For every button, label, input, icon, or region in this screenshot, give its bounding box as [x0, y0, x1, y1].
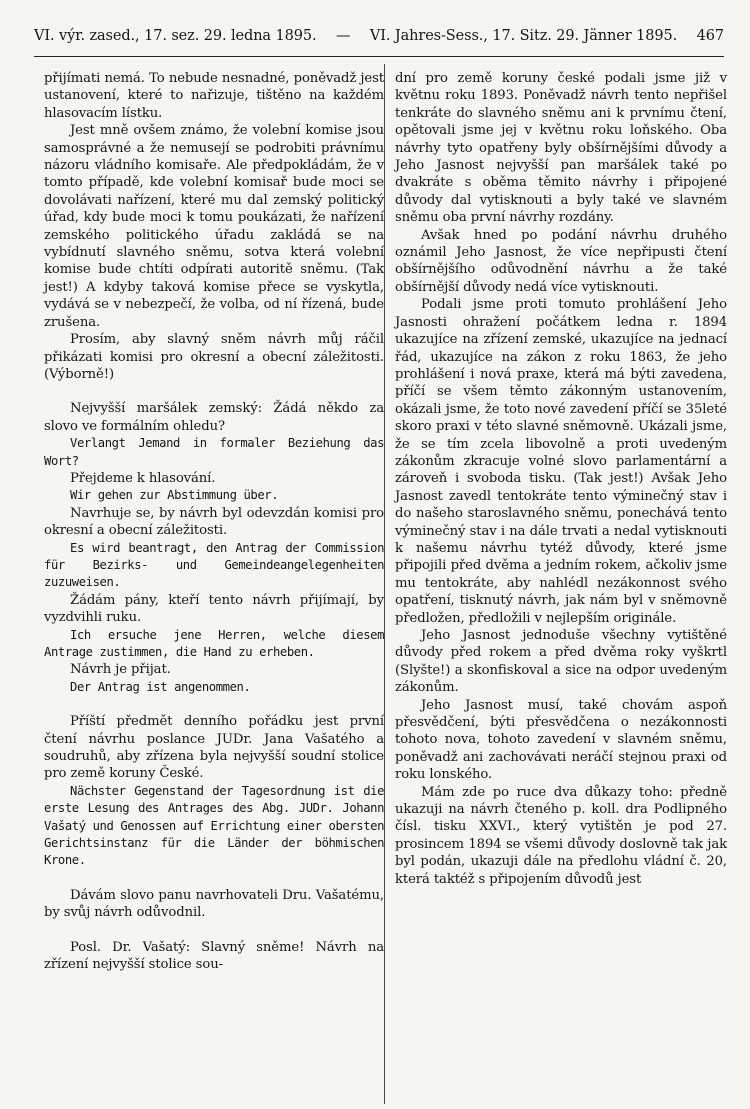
paragraph-gap: [44, 383, 384, 400]
german-paragraph: Der Antrag ist angenommen.: [70, 679, 251, 694]
right-column: [395, 70, 727, 888]
running-header: [34, 28, 724, 54]
paragraph: Avšak hned po podání návrhu druhého oznámil Jeho Jasnost, že více nepřipusti čtení obšírnějšího odůvodnění návrhu a že také obšírnější důvody nedá více vytisknouti.: [395, 227, 727, 295]
paragraph: Podali jsme proti tomuto prohlášení Jeho Jasnosti ohražení počátkem ledna r. 1894 ukazujíce na zřízení zemské, ukazujíce na jednací řád, ukazujíce na zákon z roku 1863, že jeho prohlášení i nová praxe, která má býti zavedena, příčí se všem těmto zákonným ustanovením, okázali jsme, že toto nové zavedení příčí se 35leté skoro praxi v této slavné sněmovně. Ukázali jsme, že se tím zcela libovolně a proti uvedeným zákonům zkracuje volné slovo parlamentární a zároveň i svoboda tisku. (Tak jest!) Avšak Jeho Jasnost zavedl tentokráte tento výminečný stav i do našeho staroslavného sněmu, ponechává tento výminečný stav i na dále trvati a nedal vytisknouti k našemu návrhu tytéž důvody, které jsme připojili před dvěma a jedním rokem, ačkoliv jsme mu tentokráte, aby nahlédl nezákonnost svého opatření, tisknutý návrh, jak nám byl v sněmovně předložen, předložili v nejlepším originále.: [395, 297, 727, 626]
paragraph: přijímati nemá. To nebude nesnadné, poněvadž jest ustanovení, které to nařizuje, tištěno na každém hlasovacím lístku.: [44, 71, 384, 121]
paragraph-gap: [44, 696, 384, 713]
paragraph-gap: [44, 870, 384, 887]
left-column: [44, 70, 384, 974]
paragraph-gap: [44, 922, 384, 939]
paragraph: dní pro země koruny české podali jsme již v květnu roku 1893. Poněvadž návrh tento nepřišel tenkráte do slavného sněmu ani k prvnímu čtení, opětovali jsme jej v květnu roku loňského. Oba návrhy tyto opatřeny byly obšírnějšími důvody a Jeho Jasnost nejvyšší pan maršálek také po dvakráte s oběma těmito návrhy i připojené důvody dal vytisknouti a byly také ve slavném sněmu oba první návrhy rozdány.: [395, 71, 727, 226]
german-paragraph: Verlangt Jemand in formaler Beziehung das Wort?: [44, 436, 384, 468]
paragraph: Dávám slovo panu navrhovateli Dru. Vašatému, by svůj návrh odůvodnil.: [44, 887, 384, 921]
header-dash: —: [335, 28, 351, 44]
german-paragraph: Es wird beantragt, den Antrag der Commission für Bezirks- und Gemeindeangelegenheiten zuzuweisen.: [44, 540, 384, 590]
paragraph: Posl. Dr. Vašatý: Slavný sněme! Návrh na zřízení nejvyšší stolice sou-: [44, 939, 384, 973]
german-paragraph: Ich ersuche jene Herren, welche diesem Antrage zustimmen, die Hand zu erheben.: [44, 627, 384, 659]
paragraph: Příští předmět denního pořádku jest první čtení návrhu poslance JUDr. Jana Vašatého a soudruhů, aby zřízena byla nejvyšší soudní stolice pro země koruny České.: [44, 714, 384, 782]
paragraph: Jeho Jasnost musí, také chovám aspoň přesvědčení, býti přesvědčena o nezákonnosti tohoto nova, tohoto zavedení v slavném sněmu, poněvadž ani zachovávati neráčí stejnou praxi od roku lonského.: [395, 697, 727, 783]
paragraph: Mám zde po ruce dva důkazy toho: předně ukazuji na návrh čteného p. koll. dra Podlipného čísl. tisku XXVI., který vytištěn je pod 27. prosincem 1894 se všemi důvody doslovně tak jak byl podán, ukazuji dále na předlohu vládní č. 20, která taktéž s připojením důvodů jest: [395, 784, 727, 887]
paragraph: Jeho Jasnost jednoduše všechny vytištěné důvody před rokem a před dvěma roky vyškrtl (Slyšte!) a skonfiskoval a sice na odpor uvedeným zákonům.: [395, 628, 727, 696]
column-divider: [384, 64, 385, 1104]
paragraph: Přejdeme k hlasování.: [70, 470, 216, 486]
german-paragraph: Wir gehen zur Abstimmung über.: [70, 488, 279, 503]
paragraph: Návrh je přijat.: [70, 662, 171, 678]
page-number: 467: [696, 28, 724, 44]
german-paragraph: Nächster Gegenstand der Tagesordnung ist die erste Lesung des Antrages des Abg. JUDr. Johann Vašatý und Genossen auf Errichtung einer obersten Gerichtsinstanz für die Länder der böhmischen Krone.: [44, 783, 384, 868]
header-czech: VI. výr. zased., 17. sez. 29. ledna 1895.: [34, 28, 317, 44]
paragraph: Nejvyšší maršálek zemský: Žádá někdo za slovo ve formálním ohledu?: [44, 401, 384, 434]
header-german: VI. Jahres-Sess., 17. Sitz. 29. Jänner 1895.: [369, 28, 678, 44]
paragraph: Prosím, aby slavný sněm návrh můj ráčil přikázati komisi pro okresní a obecní záležitosti. (Výborně!): [44, 332, 384, 382]
header-rule: [34, 56, 724, 57]
paragraph: Jest mně ovšem známo, že volební komise jsou samosprávné a že nemusejí se podrobiti právnímu názoru vládního komisaře. Ale předpokládám, že v tomto případě, kde volební komisař bude moci se dovolávati nařízení, které mu dal zemský politický úřad, kdy bude moci k tomu poukázati, že nařízení zemského politického úřadu zakládá se na vybídnutí slavného sněmu, sotva která volební komise bude chtíti odpírati autoritě sněmu. (Tak jest!) A kdyby taková komise přece se vyskytla, vydává se v nebezpečí, že volba, od ní řízená, bude zrušena.: [44, 123, 384, 330]
paragraph: Navrhuje se, by návrh byl odevzdán komisi pro okresní a obecní záležitosti.: [44, 505, 384, 539]
paragraph: Žádám pány, kteří tento návrh přijímají, by vyzdvihli ruku.: [44, 592, 384, 626]
